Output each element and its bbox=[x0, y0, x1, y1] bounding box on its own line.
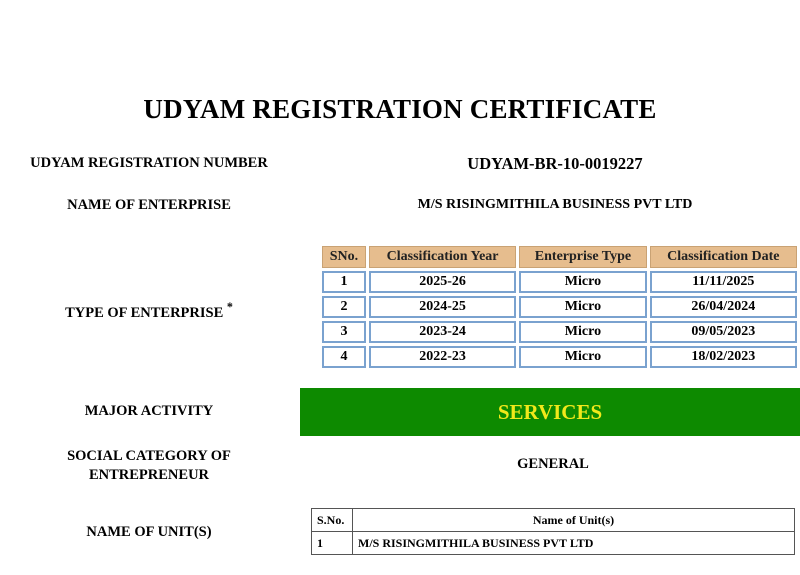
header-classification-year: Classification Year bbox=[369, 246, 516, 268]
registration-number-value: UDYAM-BR-10-0019227 bbox=[467, 154, 643, 173]
cell-year: 2022-23 bbox=[369, 346, 516, 368]
enterprise-name-value: M/S RISINGMITHILA BUSINESS PVT LTD bbox=[417, 197, 693, 212]
table-row bbox=[322, 346, 797, 368]
cell-date: 26/04/2024 bbox=[650, 296, 797, 318]
units-label: NAME OF UNIT(S) bbox=[86, 524, 212, 540]
cell-sno: 2 bbox=[322, 296, 366, 318]
registration-number-label: UDYAM REGISTRATION NUMBER bbox=[30, 155, 268, 171]
cell-type: Micro bbox=[519, 271, 646, 293]
classification-header-row bbox=[322, 246, 797, 268]
cell-date: 18/02/2023 bbox=[650, 346, 797, 368]
unit-name: M/S RISINGMITHILA BUSINESS PVT LTD bbox=[353, 532, 795, 555]
cell-type: Micro bbox=[519, 321, 646, 343]
units-header-row bbox=[312, 509, 795, 532]
major-activity-banner bbox=[300, 388, 800, 436]
units-header-sno: S.No. bbox=[312, 509, 353, 532]
cell-sno: 1 bbox=[322, 271, 366, 293]
table-row bbox=[322, 321, 797, 343]
social-category-label bbox=[14, 447, 284, 485]
major-activity-label: MAJOR ACTIVITY bbox=[84, 403, 214, 419]
table-row bbox=[312, 532, 795, 555]
cell-sno: 3 bbox=[322, 321, 366, 343]
classification-table bbox=[319, 243, 800, 371]
cell-year: 2023-24 bbox=[369, 321, 516, 343]
cell-type: Micro bbox=[519, 346, 646, 368]
header-classification-date: Classification Date bbox=[650, 246, 797, 268]
units-header-name: Name of Unit(s) bbox=[353, 509, 795, 532]
units-table bbox=[311, 508, 795, 555]
cell-type: Micro bbox=[519, 296, 646, 318]
cell-year: 2024-25 bbox=[369, 296, 516, 318]
social-category-value: GENERAL bbox=[517, 456, 589, 472]
cell-date: 11/11/2025 bbox=[650, 271, 797, 293]
enterprise-type-label-text: TYPE OF ENTERPRISE bbox=[65, 304, 224, 321]
table-row bbox=[322, 296, 797, 318]
social-category-label-line1: SOCIAL CATEGORY OF bbox=[67, 448, 231, 464]
cell-date: 09/05/2023 bbox=[650, 321, 797, 343]
header-sno: SNo. bbox=[322, 246, 366, 268]
header-enterprise-type: Enterprise Type bbox=[519, 246, 646, 268]
unit-sno: 1 bbox=[312, 532, 353, 555]
cell-sno: 4 bbox=[322, 346, 366, 368]
social-category-label-line2: ENTREPRENEUR bbox=[88, 467, 210, 483]
major-activity-value: SERVICES bbox=[497, 399, 603, 424]
cell-year: 2025-26 bbox=[369, 271, 516, 293]
enterprise-name-label: NAME OF ENTERPRISE bbox=[67, 197, 231, 213]
required-asterisk: * bbox=[226, 300, 233, 314]
table-row bbox=[322, 271, 797, 293]
enterprise-type-label bbox=[14, 300, 284, 322]
certificate-title: UDYAM REGISTRATION CERTIFICATE bbox=[143, 94, 657, 124]
